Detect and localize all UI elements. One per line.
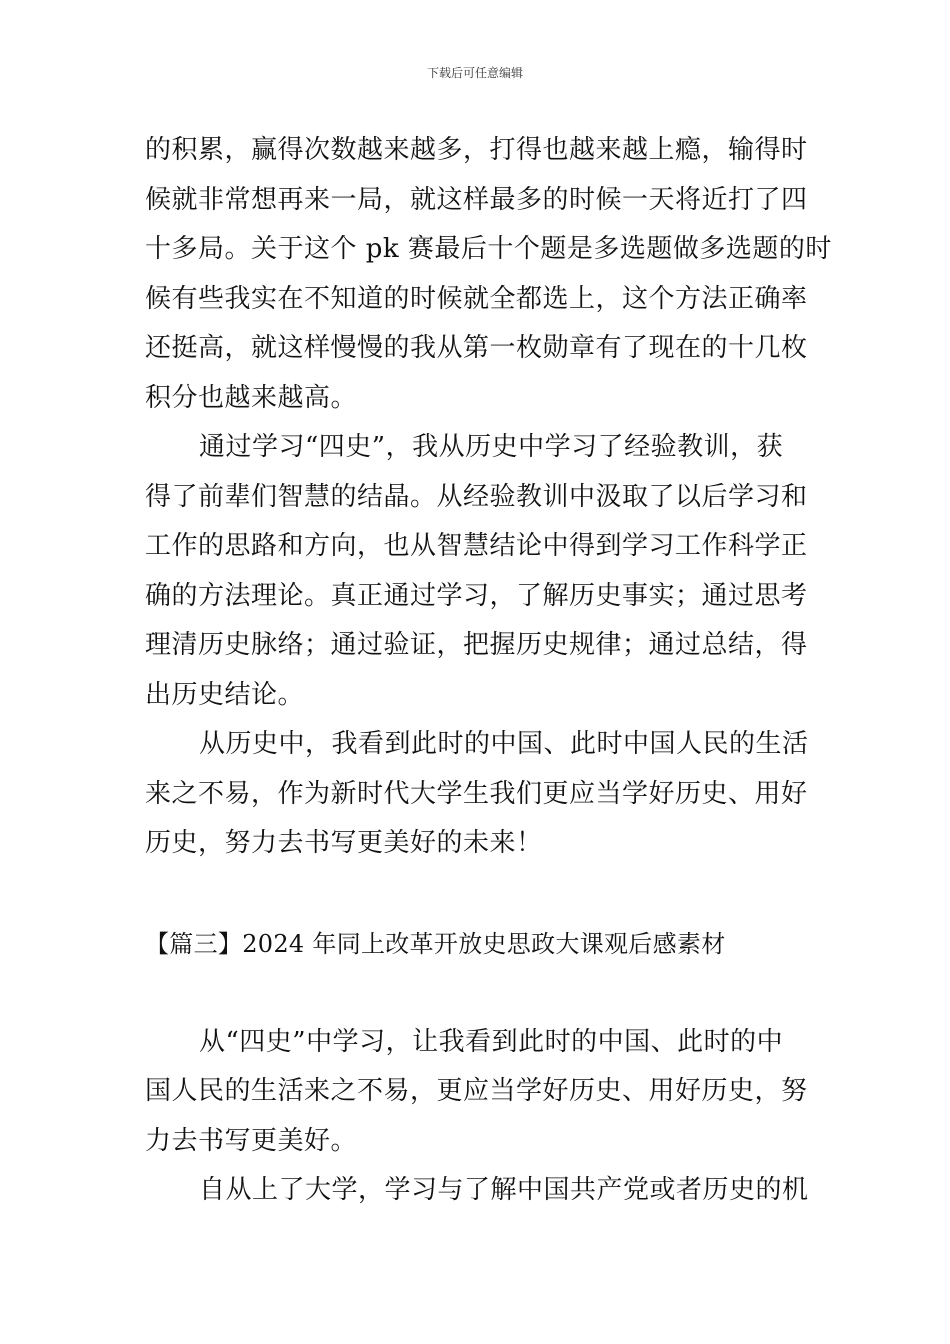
text-line: 候就非常想再来一局，就这样最多的时候一天将近打了四	[145, 184, 808, 215]
text-line: 得了前辈们智慧的结晶。从经验教训中汲取了以后学习和	[145, 481, 808, 512]
text-line: 通过学习“四史”，我从历史中学习了经验教训，获	[199, 432, 784, 462]
paragraph-2	[145, 423, 807, 720]
text-line: 积分也越来越高。	[145, 382, 358, 413]
paragraph-1	[145, 126, 832, 423]
text-line: 从历史中，我看到此时的中国、此时中国人民的生活	[199, 729, 809, 759]
text-line: 十多局。关于这个 pk 赛最后十个题是多选题做多选题的时	[145, 234, 832, 264]
text-line: 工作的思路和方向，也从智慧结论中得到学习工作科学正	[145, 531, 808, 561]
page-header: 下载后可任意编辑	[426, 66, 523, 80]
paragraph-5	[145, 1166, 807, 1216]
text-line: 来之不易，作为新时代大学生我们更应当学好历史、用好	[145, 778, 808, 809]
spacer	[145, 869, 807, 919]
document-body	[145, 126, 832, 1216]
paragraph-4	[145, 1018, 807, 1167]
section-heading: 【篇三】2024 年同上改革开放史思政大课观后感素材	[145, 929, 726, 958]
paragraph-3	[145, 720, 807, 869]
text-line: 出历史结论。	[145, 679, 305, 710]
spacer	[145, 969, 807, 1018]
text-line: 历史，努力去书写更美好的未来！	[145, 828, 543, 858]
text-line: 理清历史脉络；通过验证，把握历史规律；通过总结，得	[145, 630, 808, 660]
text-line: 自从上了大学，学习与了解中国共产党或者历史的机	[199, 1175, 809, 1205]
text-line: 从“四史”中学习，让我看到此时的中国、此时的中	[199, 1026, 784, 1057]
text-line: 确的方法理论。真正通过学习，了解历史事实；通过思考	[145, 580, 808, 611]
text-line: 还挺高，就这样慢慢的我从第一枚勋章有了现在的十几枚	[145, 333, 808, 363]
text-line: 候有些我实在不知道的时候就全都选上，这个方法正确率	[145, 283, 808, 314]
text-line: 力去书写更美好。	[145, 1125, 358, 1156]
text-line: 的积累，赢得次数越来越多，打得也越来越上瘾，输得时	[145, 135, 808, 165]
text-line: 国人民的生活来之不易，更应当学好历史、用好历史，努	[145, 1076, 808, 1106]
